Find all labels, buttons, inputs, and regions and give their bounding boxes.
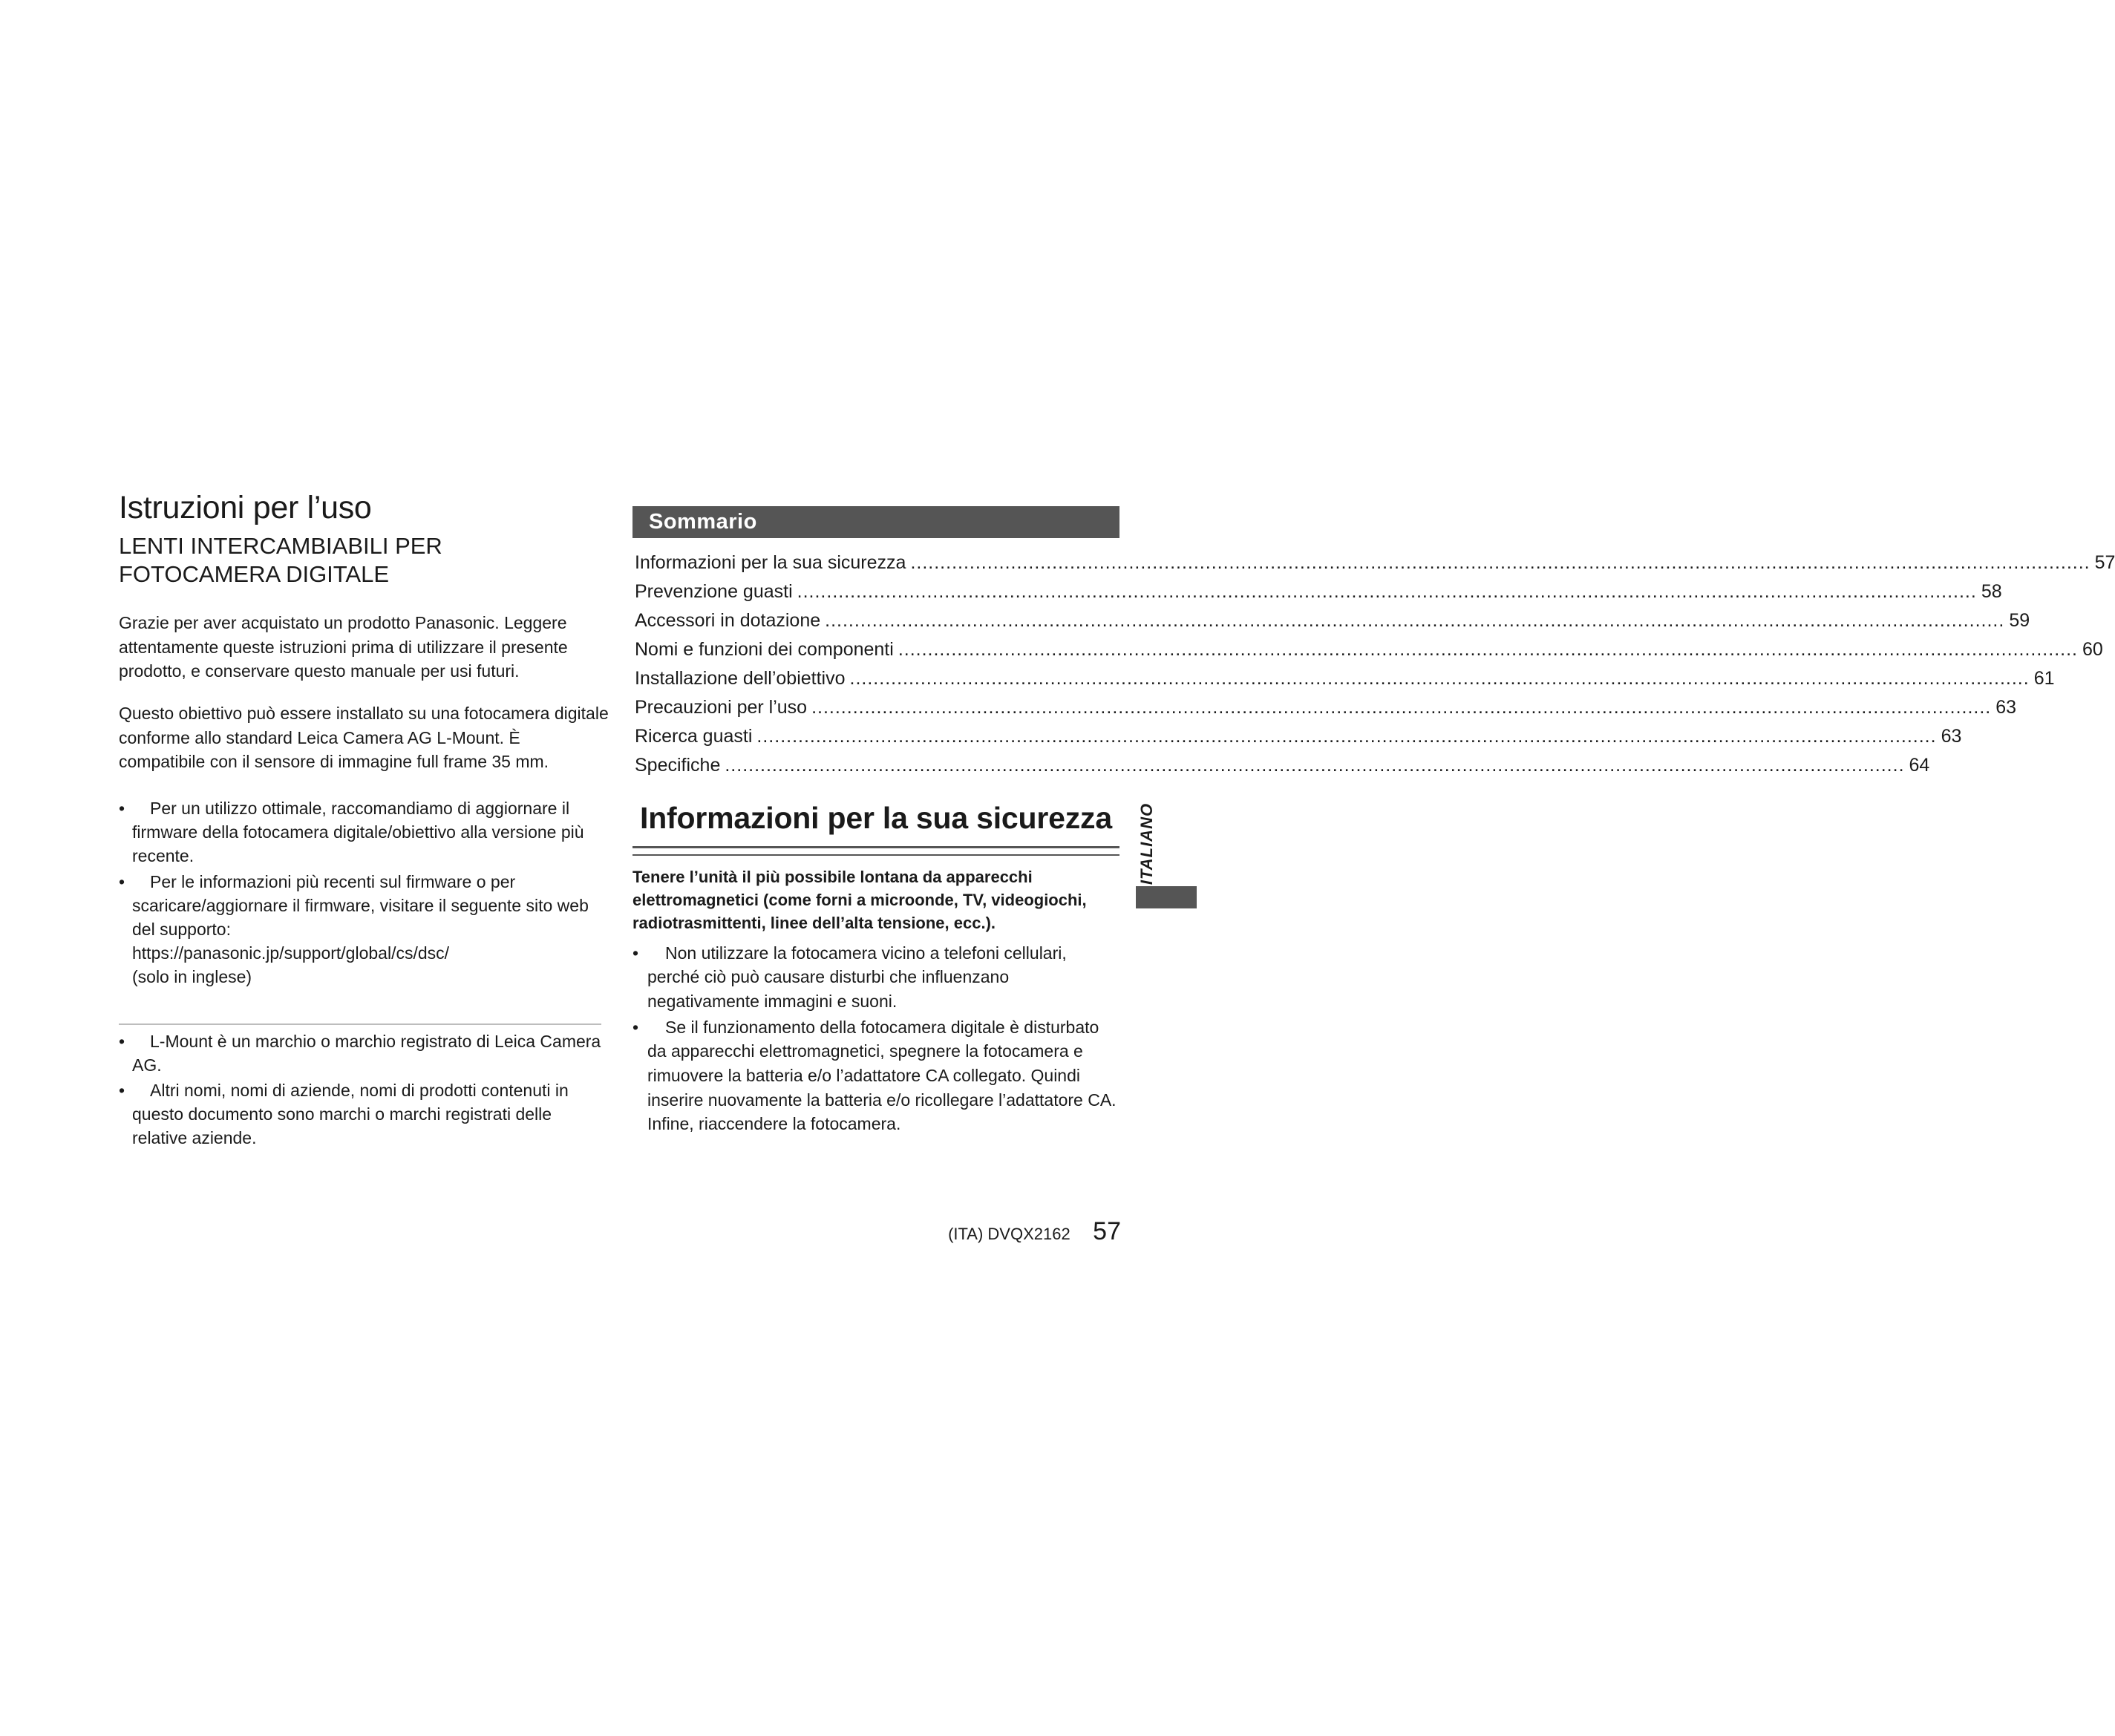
bullet-icon: • [632,1017,639,1037]
subtitle-line-1: LENTI INTERCAMBIABILI PER [119,533,442,560]
table-of-contents [632,548,2115,780]
trademark-note-text: L-Mount è un marchio o marchio registrato di Leica Camera AG. [132,1031,601,1075]
list-item [119,870,609,989]
bullet-icon: • [119,799,125,818]
toc-item-page: 58 [1981,581,2002,603]
document-title: Istruzioni per l’uso [119,490,372,525]
language-tab-label: ITALIANO [1137,802,1156,885]
toc-item[interactable] [632,606,2030,635]
toc-leader: ........................................................................................................................................................................................................ [898,639,2078,661]
bullet-icon: • [119,1031,125,1051]
toc-item-page: 61 [2033,668,2055,690]
heading-rule [632,846,1119,856]
toc-item-page: 63 [1941,726,1962,747]
toc-item-label: Informazioni per la sua sicurezza [635,552,906,574]
toc-item-label: Nomi e funzioni dei componenti [635,639,894,661]
subtitle-line-2: FOTOCAMERA DIGITALE [119,561,390,588]
toc-item-page: 59 [2009,610,2030,632]
toc-item[interactable] [632,664,2055,693]
toc-item-page: 60 [2082,639,2103,661]
support-note-text: Per le informazioni più recenti sul firmware o per scaricare/aggiornare il firmware, visitare il seguente sito web del supporto: [132,871,589,939]
toc-item-label: Ricerca guasti [635,726,753,747]
safety-note-text: Se il funzionamento della fotocamera digitale è disturbato da apparecchi elettromagnetici, spegnere la fotocamera e rimuovere la batteria e/o l’adattatore CA collegato. Quindi inserire nuovamente la batteria e/o ricollegare l’adattatore CA. Infine, riaccendere la fotocamera. [647,1017,1117,1134]
document-subtitle [119,532,609,589]
toc-leader: ........................................................................................................................................................................................................ [756,726,1937,747]
safety-note-text: Non utilizzare la fotocamera vicino a telefoni cellulari, perché ciò può causare disturbi che influenzano negativamente immagini e suoni. [647,943,1067,1012]
trademark-note-text: Altri nomi, nomi di aziende, nomi di prodotti contenuti in questo documento sono marchi o marchi registrati delle relative aziende. [132,1080,569,1148]
compatibility-paragraph: Questo obiettivo può essere installato su una fotocamera digitale conforme allo standard Leica Camera AG L-Mount. È compatibile con il sensore di immagine full frame 35 mm. [119,704,609,772]
toc-item-page: 57 [2094,552,2115,574]
toc-item-page: 64 [1909,755,1930,776]
toc-leader: ........................................................................................................................................................................................................ [825,610,2005,632]
toc-item-page: 63 [1995,697,2017,718]
toc-item-label: Prevenzione guasti [635,581,793,603]
list-item [632,941,1119,1014]
intro-paragraph: Grazie per aver acquistato un prodotto Panasonic. Leggere attentamente queste istruzioni prima di utilizzare il presente prodotto, e conservare questo manuale per usi futuri. [119,613,568,681]
left-column [119,490,609,1151]
toc-item[interactable] [632,722,1962,751]
list-item [119,1078,609,1150]
toc-leader: ........................................................................................................................................................................................................ [811,697,1992,718]
toc-item-label: Precauzioni per l’uso [635,697,808,718]
toc-item[interactable] [632,693,2017,722]
toc-item[interactable] [632,548,2115,577]
support-url[interactable]: https://panasonic.jp/support/global/cs/dsc/ [132,943,450,963]
language-note: (solo in inglese) [132,967,252,987]
toc-leader: ........................................................................................................................................................................................................ [725,755,1905,776]
safety-notes [632,941,1119,1136]
toc-header: Sommario [632,506,1119,538]
page-footer [817,1217,1121,1246]
divider [119,1023,601,1025]
list-item [119,1029,609,1077]
toc-leader: ........................................................................................................................................................................................................ [910,552,2091,574]
toc-item[interactable] [632,577,2002,606]
toc-item-label: Installazione dell’obiettivo [635,668,846,690]
toc-item-label: Specifiche [635,755,721,776]
firmware-note-text: Per un utilizzo ottimale, raccomandiamo di aggiornare il firmware della fotocamera digitale/obiettivo alla versione più recente. [132,799,584,866]
toc-item-label: Accessori in dotazione [635,610,821,632]
toc-item[interactable] [632,635,2103,664]
safety-lead: Tenere l’unità il più possibile lontana da apparecchi elettromagnetici (come forni a microonde, TV, videogiochi, radiotrasmittenti, linee dell’alta tensione, ecc.). [632,868,1087,932]
list-item [632,1015,1119,1136]
firmware-notes [119,796,609,989]
bullet-icon: • [119,1080,125,1100]
bullet-icon: • [632,943,639,963]
trademark-notes [119,1029,609,1150]
toc-item[interactable] [632,751,1930,780]
list-item [119,796,609,868]
language-tab-marker [1136,886,1197,908]
page-number: 57 [1093,1217,1121,1245]
bullet-icon: • [119,871,125,891]
language-tab [1128,796,1166,892]
toc-leader: ........................................................................................................................................................................................................ [797,581,1977,603]
safety-heading: Informazioni per la sua sicurezza [640,801,1112,836]
toc-leader: ........................................................................................................................................................................................................ [849,668,2030,690]
document-code: (ITA) DVQX2162 [948,1225,1070,1243]
